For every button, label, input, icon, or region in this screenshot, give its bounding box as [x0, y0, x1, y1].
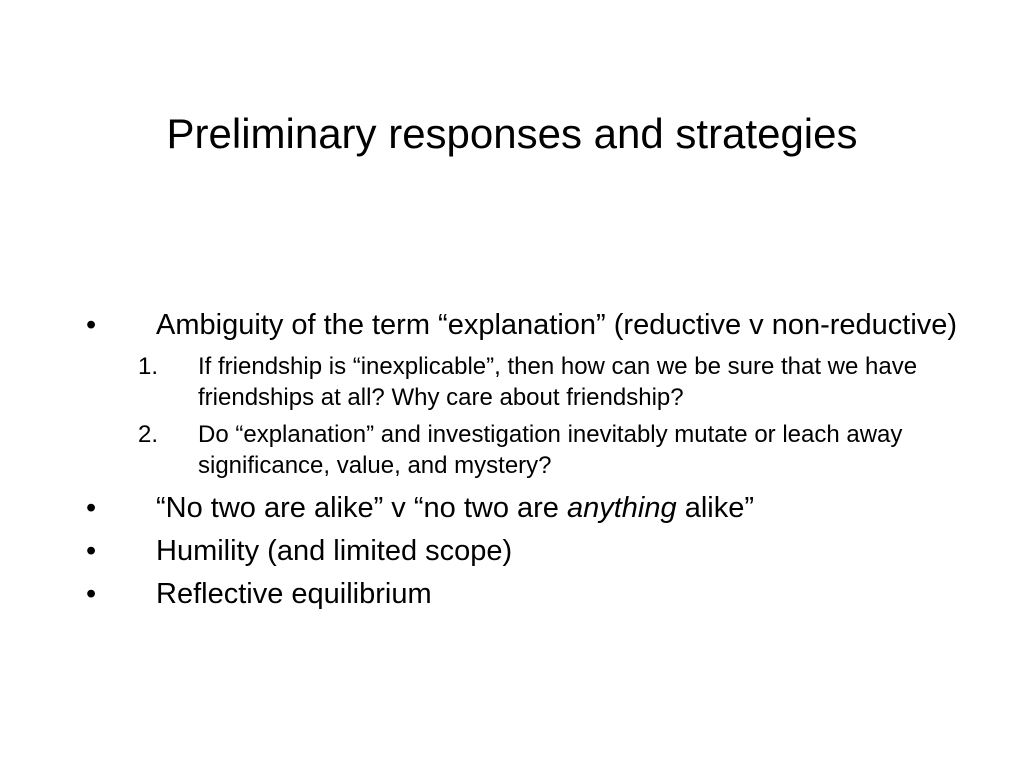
bullet-item — [86, 534, 966, 569]
slide-body — [86, 308, 966, 620]
bullet-item — [86, 577, 966, 612]
bullet-text-part: alike” — [676, 492, 754, 524]
bullet-item — [86, 491, 966, 526]
bullet-text: Ambiguity of the term “explanation” (reductive v non-reductive) — [156, 309, 958, 341]
item-number: 2. — [138, 421, 159, 448]
numbered-item — [86, 351, 966, 413]
bullet-item — [86, 308, 966, 343]
bullet-text-emphasis: anything — [566, 492, 677, 524]
bullet-marker: • — [86, 578, 97, 610]
bullet-text: Reflective equilibrium — [156, 578, 432, 610]
numbered-item — [86, 419, 966, 481]
item-number: 1. — [138, 353, 159, 380]
bullet-text — [156, 492, 754, 524]
numbered-item-text: Do “explanation” and investigation inevitably mutate or leach away significance, value, and mystery? — [198, 421, 903, 479]
numbered-sublist — [86, 351, 966, 481]
bullet-marker: • — [86, 492, 97, 524]
slide-title: Preliminary responses and strategies — [166, 110, 858, 157]
bullet-marker: • — [86, 309, 97, 341]
numbered-item-text: If friendship is “inexplicable”, then how can we be sure that we have friendships at all? Why care about friendship? — [198, 353, 918, 411]
bullet-text-part: “No two are alike” v “no two are — [156, 492, 567, 524]
bullet-text: Humility (and limited scope) — [156, 535, 513, 567]
bullet-marker: • — [86, 535, 97, 567]
